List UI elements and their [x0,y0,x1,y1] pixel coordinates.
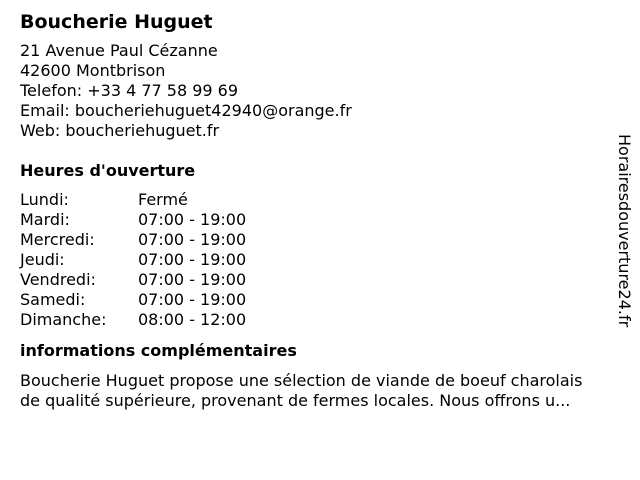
info-text-line-1: Boucherie Huguet propose une sélection de viande de boeuf charolais [20,371,583,390]
hours-value: 07:00 - 19:00 [138,230,247,249]
day-label: Mardi: [20,210,70,229]
hours-row-sunday [20,310,246,330]
site-watermark: Horairesdouverture24.fr [615,134,634,328]
additional-info-text [20,371,630,411]
day-label: Vendredi: [20,270,96,289]
hours-value: 07:00 - 19:00 [138,210,247,229]
info-text-line-2: de qualité supérieure, provenant de fermes locales. Nous offrons u... [20,391,571,410]
email-line: Email: boucheriehuguet42940@orange.fr [20,101,352,120]
hours-value: 08:00 - 12:00 [138,310,247,329]
hours-row-monday [20,190,246,210]
hours-value: 07:00 - 19:00 [138,290,247,309]
day-label: Dimanche: [20,310,107,329]
day-label: Samedi: [20,290,86,309]
hours-row-saturday [20,290,246,310]
hours-row-wednesday [20,230,246,250]
day-label: Lundi: [20,190,69,209]
hours-value: Fermé [138,190,188,209]
web-line: Web: boucheriehuguet.fr [20,121,220,140]
day-label: Mercredi: [20,230,95,249]
hours-value: 07:00 - 19:00 [138,250,247,269]
day-label: Jeudi: [20,250,65,269]
opening-hours-table [20,190,246,330]
hours-row-tuesday [20,210,246,230]
address-line-1: 21 Avenue Paul Cézanne [20,41,218,60]
business-card [20,10,620,411]
opening-hours-heading: Heures d'ouverture [20,161,196,180]
phone-line: Telefon: +33 4 77 58 99 69 [20,81,239,100]
address-line-2: 42600 Montbrison [20,61,166,80]
hours-value: 07:00 - 19:00 [138,270,247,289]
additional-info-heading: informations complémentaires [20,341,297,360]
hours-row-friday [20,270,246,290]
business-name: Boucherie Huguet [20,11,213,33]
hours-row-thursday [20,250,246,270]
